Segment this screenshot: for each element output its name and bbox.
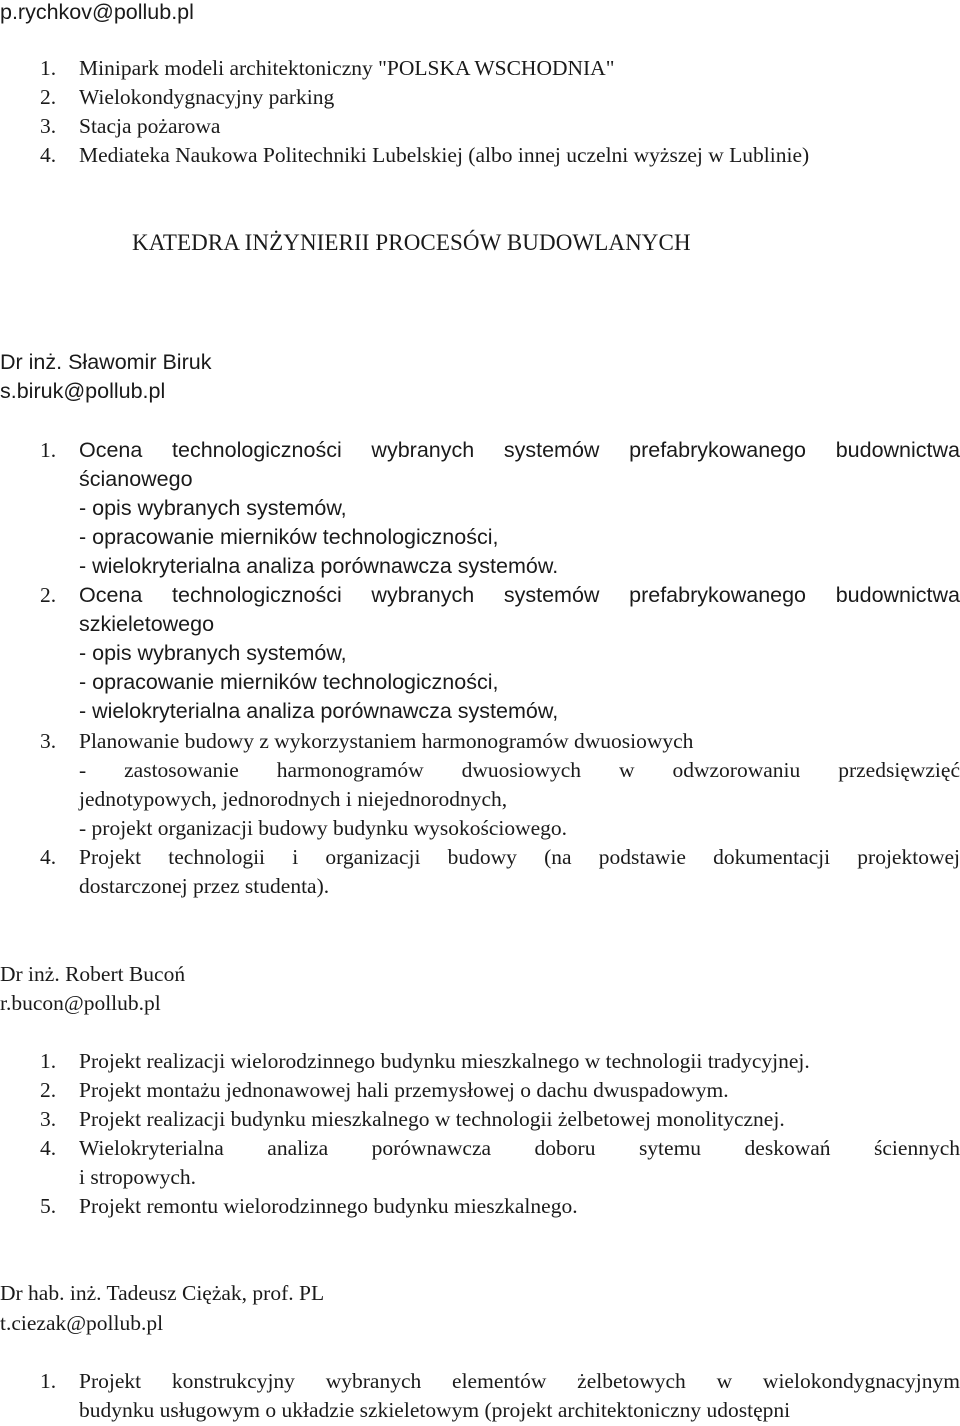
list-text-continued: budynku usługowym o układzie szkieletowym (projekt architektoniczny udostępni bbox=[79, 1398, 791, 1422]
supervisor-name: Dr hab. inż. Tadeusz Ciężak, prof. PL bbox=[0, 1281, 325, 1305]
supervisor-name: Dr inż. Sławomir Biruk bbox=[0, 350, 212, 374]
list-text: Minipark modeli architektoniczny "POLSKA WSCHODNIA" bbox=[79, 56, 615, 80]
list-number: 4. bbox=[40, 1136, 57, 1160]
list-number: 4. bbox=[40, 845, 57, 869]
sub-item: - projekt organizacji budowy budynku wysokościowego. bbox=[79, 816, 568, 840]
department-heading: KATEDRA INŻYNIERII PROCESÓW BUDOWLANYCH bbox=[132, 230, 691, 255]
list-number: 1. bbox=[40, 56, 57, 80]
sub-item: - opis wybranych systemów, bbox=[79, 496, 347, 520]
list-text: Projekt montażu jednonawowej hali przemysłowej o dachu dwuspadowym. bbox=[79, 1078, 729, 1102]
list-text: Planowanie budowy z wykorzystaniem harmonogramów dwuosiowych bbox=[79, 729, 694, 753]
list-text-continued: szkieletowego bbox=[79, 612, 215, 636]
list-number: 1. bbox=[40, 1369, 57, 1393]
list-text: Ocena technologiczności wybranych systemów prefabrykowanego budownictwa bbox=[79, 583, 960, 607]
list-text: Projekt remontu wielorodzinnego budynku mieszkalnego. bbox=[79, 1194, 578, 1218]
supervisor-email[interactable]: t.ciezak@pollub.pl bbox=[0, 1311, 164, 1335]
sub-item: - wielokryterialna analiza porównawcza systemów, bbox=[79, 699, 559, 723]
list-number: 2. bbox=[40, 85, 57, 109]
list-number: 3. bbox=[40, 114, 57, 138]
list-text: Projekt realizacji budynku mieszkalnego w technologii żelbetowej monolitycznej. bbox=[79, 1107, 785, 1131]
list-number: 3. bbox=[40, 1107, 57, 1131]
list-text: Mediateka Naukowa Politechniki Lubelskiej (albo innej uczelni wyższej w Lublinie) bbox=[79, 143, 810, 167]
sub-item: - zastosowanie harmonogramów dwuosiowych w odwzorowaniu przedsięwzięć bbox=[79, 758, 960, 782]
list-number: 1. bbox=[40, 438, 57, 462]
supervisor-name: Dr inż. Robert Bucoń bbox=[0, 962, 186, 986]
list-number: 2. bbox=[40, 583, 57, 607]
list-text-continued: ścianowego bbox=[79, 467, 193, 491]
email-rychkov[interactable]: p.rychkov@pollub.pl bbox=[0, 0, 194, 24]
list-text: Projekt realizacji wielorodzinnego budynku mieszkalnego w technologii tradycyjnej. bbox=[79, 1049, 810, 1073]
sub-item: - wielokryterialna analiza porównawcza systemów. bbox=[79, 554, 559, 578]
list-text-continued: jednotypowych, jednorodnych i niejednorodnych, bbox=[79, 787, 508, 811]
list-number: 1. bbox=[40, 1049, 57, 1073]
list-text: Stacja pożarowa bbox=[79, 114, 221, 138]
list-text-continued: i stropowych. bbox=[79, 1165, 197, 1189]
list-text: Ocena technologiczności wybranych systemów prefabrykowanego budownictwa bbox=[79, 438, 960, 462]
list-text: Wielokondygnacyjny parking bbox=[79, 85, 335, 109]
list-text: Projekt konstrukcyjny wybranych elementów żelbetowych w wielokondygnacyjnym bbox=[79, 1369, 960, 1393]
sub-item: - opis wybranych systemów, bbox=[79, 641, 347, 665]
sub-item: - opracowanie mierników technologiczności, bbox=[79, 670, 499, 694]
list-number: 5. bbox=[40, 1194, 57, 1218]
list-number: 4. bbox=[40, 143, 57, 167]
supervisor-email[interactable]: r.bucon@pollub.pl bbox=[0, 991, 161, 1015]
list-text-continued: dostarczonej przez studenta). bbox=[79, 874, 330, 898]
supervisor-email[interactable]: s.biruk@pollub.pl bbox=[0, 379, 166, 403]
list-text: Projekt technologii i organizacji budowy (na podstawie dokumentacji projektowej bbox=[79, 845, 960, 869]
list-number: 3. bbox=[40, 729, 57, 753]
sub-item: - opracowanie mierników technologiczności, bbox=[79, 525, 499, 549]
list-text: Wielokryterialna analiza porównawcza doboru sytemu deskowań ściennych bbox=[79, 1136, 960, 1160]
list-number: 2. bbox=[40, 1078, 57, 1102]
